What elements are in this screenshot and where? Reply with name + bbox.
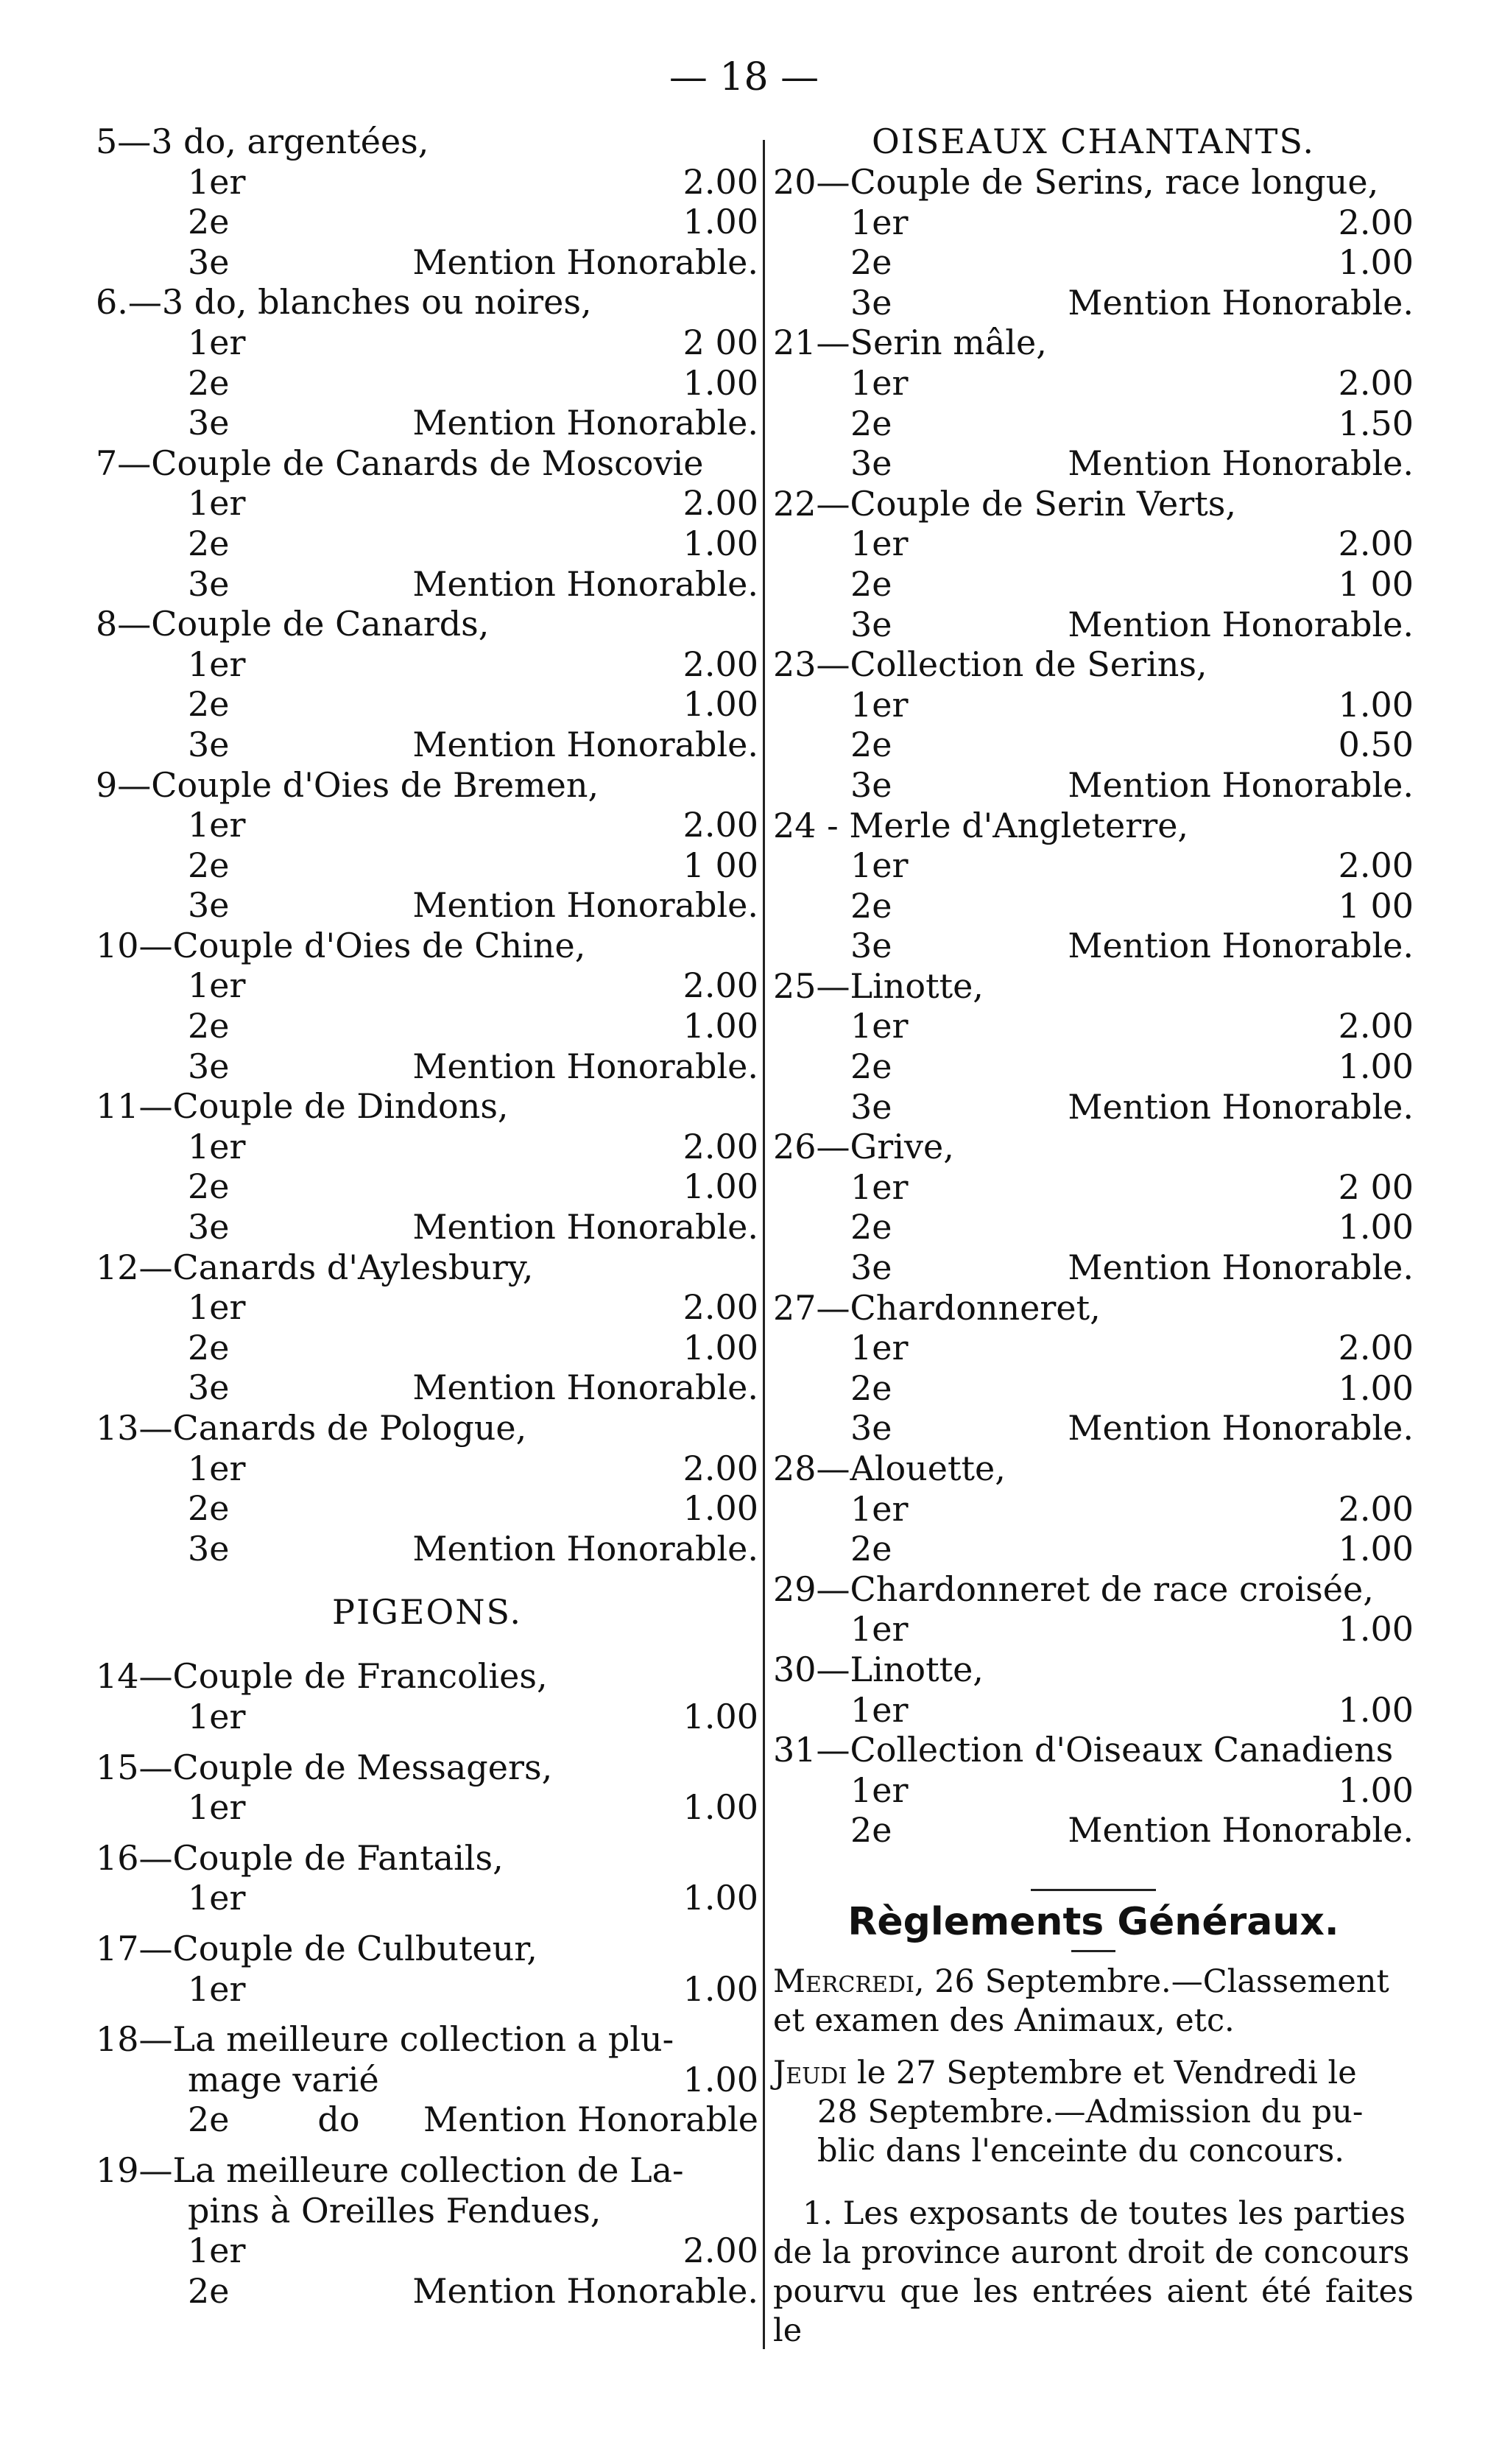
- left-entry: [96, 604, 758, 764]
- prize-value: 2.00: [1338, 362, 1414, 403]
- prize-rank: 2e: [188, 1006, 230, 1046]
- right-prize-row: [773, 1690, 1414, 1731]
- right-entry: [773, 1730, 1414, 1851]
- prize-value: 2.00: [683, 644, 758, 684]
- prize-value: 1 00: [1338, 563, 1414, 604]
- prize-rank: 1er: [850, 1166, 909, 1207]
- prize-mention: Mention Honorable.: [1068, 1408, 1414, 1449]
- oiseaux-chantants-heading: OISEAUX CHANTANTS.: [872, 122, 1315, 161]
- prize-value: 1.00: [1338, 1207, 1414, 1247]
- left-prize-row: [96, 1166, 758, 1207]
- prize-rank: 1er: [850, 1609, 909, 1650]
- right-entry-title: 24 - Merle d'Angleterre,: [773, 805, 1189, 845]
- left-entry: [96, 926, 758, 1086]
- left-prize-row: [96, 1529, 758, 1569]
- prize-value: 1.50: [1338, 403, 1414, 443]
- right-prize-row: [773, 404, 1414, 444]
- reglements-jeudi: [773, 2054, 1414, 2171]
- prize-rank: 2e: [850, 1810, 892, 1851]
- right-prize-row: [773, 1368, 1414, 1409]
- reglement-article-1: [773, 2194, 1414, 2351]
- right-entry-title: 26—Grive,: [773, 1127, 954, 1167]
- prize-rank: 2e: [188, 202, 230, 242]
- pigeon-prize-row: [96, 1878, 758, 1918]
- entry-18-line2: [96, 2060, 758, 2100]
- prize-value: 2.00: [1338, 1328, 1414, 1368]
- prize-rank: 1er: [188, 1126, 246, 1166]
- pigeon-entry: [96, 1838, 758, 1918]
- prize-rank: 2e: [188, 1488, 230, 1529]
- prize-value: 1.00: [1338, 684, 1414, 725]
- reglements-heading: Règlements Généraux.: [847, 1899, 1339, 1944]
- prize-rank: 3e: [188, 1367, 230, 1408]
- entry-18-line3: [96, 2099, 758, 2140]
- right-entry-title: 25—Linotte,: [773, 965, 984, 1006]
- prize-rank: 2e: [188, 845, 230, 885]
- prize-rank: 1er: [850, 1006, 909, 1046]
- prize-rank: 3e: [850, 282, 892, 323]
- prize-mention: Mention Honorable.: [412, 885, 758, 926]
- prize-value: 1.00: [683, 1696, 758, 1736]
- prize-rank: 2e: [850, 242, 892, 283]
- prize-value: 1.00: [1338, 1609, 1414, 1650]
- left-prize-row: [96, 1046, 758, 1087]
- left-prize-row: [96, 564, 758, 605]
- prize-rank: 1er: [188, 805, 246, 845]
- right-prize-row: [773, 725, 1414, 765]
- left-prize-row: [96, 885, 758, 926]
- pigeon-entries-list: [96, 1656, 758, 2009]
- prize-rank: 3e: [188, 724, 230, 764]
- prize-rank: 3e: [850, 926, 892, 966]
- prize-rank: 3e: [850, 1247, 892, 1288]
- prize-rank: 1er: [850, 362, 909, 403]
- prize-rank: 1er: [850, 524, 909, 564]
- right-entry-title: 20—Couple de Serins, race longue,: [773, 162, 1379, 202]
- pigeon-entry-title: 14—Couple de Francolies,: [96, 1656, 548, 1697]
- heading-underline: [1071, 1950, 1115, 1952]
- left-entry: [96, 1247, 758, 1408]
- right-entry: [773, 644, 1414, 805]
- prize-value: 1.00: [683, 1166, 758, 1207]
- mercredi-cont: et examen des Animaux, etc.: [773, 2002, 1235, 2039]
- right-prize-row: [773, 203, 1414, 243]
- jeudi-cont-1: 28 Septembre.—Admission du pu-: [817, 2093, 1364, 2130]
- article-1-line-2: de la province auront droit de concours: [773, 2234, 1410, 2271]
- prize-value: 2 00: [683, 322, 758, 362]
- prize-mention: Mention Honorable.: [412, 242, 758, 282]
- prize-mention: Mention Honorable.: [412, 1367, 758, 1408]
- right-prize-row: [773, 685, 1414, 725]
- prize-rank: 3e: [850, 1408, 892, 1449]
- prize-mention: Mention Honorable.: [1068, 604, 1414, 644]
- prize-value: 1.00: [1338, 1046, 1414, 1087]
- left-prize-row: [96, 1328, 758, 1368]
- prize-value: 1 00: [1338, 885, 1414, 926]
- prize-mention: Mention Honorable.: [412, 1046, 758, 1086]
- pigeon-entry-title: 15—Couple de Messagers,: [96, 1747, 553, 1787]
- prize-rank: 1er: [188, 1787, 246, 1828]
- prize-value: 2.00: [1338, 1006, 1414, 1046]
- entry-19-prize-2-value: Mention Honorable.: [412, 2270, 758, 2311]
- prize-value: 1.00: [683, 1968, 758, 2009]
- right-prize-row: [773, 283, 1414, 323]
- left-entry: [96, 122, 758, 282]
- left-prize-row: [96, 1367, 758, 1408]
- prize-value: 2.00: [683, 1287, 758, 1328]
- left-prize-row: [96, 805, 758, 845]
- prize-rank: 1er: [850, 845, 909, 886]
- prize-value: 1.00: [1338, 242, 1414, 283]
- prize-rank: 1er: [850, 1328, 909, 1368]
- jeudi-label: Jeudi: [773, 2054, 847, 2091]
- prize-rank: 1er: [188, 322, 246, 362]
- right-prize-row: [773, 1087, 1414, 1127]
- prize-value: 1.00: [683, 523, 758, 563]
- prize-rank: 1er: [850, 202, 909, 242]
- section-rule: [1031, 1889, 1156, 1891]
- right-entry: [773, 484, 1414, 644]
- left-entry: [96, 765, 758, 926]
- prize-value: 2 00: [1338, 1166, 1414, 1207]
- prize-value: 2.00: [1338, 202, 1414, 242]
- right-prize-row: [773, 443, 1414, 484]
- prize-mention: Mention Honorable.: [1068, 764, 1414, 805]
- right-prize-row: [773, 926, 1414, 966]
- pigeon-entry: [96, 1747, 758, 1828]
- right-prize-row: [773, 1770, 1414, 1811]
- prize-value: 2.00: [683, 1126, 758, 1166]
- entry-19-prize-1: [96, 2231, 758, 2271]
- prize-rank: 3e: [188, 1528, 230, 1569]
- prize-rank: 2e: [850, 1046, 892, 1087]
- left-entry-title: 6.—3 do, blanches ou noires,: [96, 282, 592, 323]
- entry-19-prize-2: [96, 2271, 758, 2312]
- prize-rank: 2e: [850, 1367, 892, 1408]
- prize-rank: 1er: [850, 1689, 909, 1730]
- left-prize-row: [96, 684, 758, 725]
- prize-value: 1.00: [683, 202, 758, 242]
- prize-mention: Mention Honorable.: [1068, 443, 1414, 484]
- left-entry-title: 7—Couple de Canards de Moscovie: [96, 443, 704, 483]
- left-prize-row: [96, 202, 758, 242]
- left-prize-row: [96, 1207, 758, 1247]
- prize-rank: 1er: [188, 483, 246, 524]
- prize-value: 2.00: [1338, 524, 1414, 564]
- prize-value: 2.00: [1338, 1488, 1414, 1529]
- right-entry-title: 23—Collection de Serins,: [773, 644, 1207, 685]
- prize-rank: 1er: [188, 1878, 246, 1918]
- right-entry-title: 27—Chardonneret,: [773, 1287, 1101, 1328]
- prize-rank: 3e: [188, 563, 230, 604]
- left-prize-row: [96, 965, 758, 1006]
- prize-value: 2.00: [683, 805, 758, 845]
- prize-value: 1.00: [1338, 1529, 1414, 1569]
- right-entry-title: 21—Serin mâle,: [773, 323, 1047, 363]
- prize-rank: 2e: [850, 403, 892, 443]
- right-entry-title: 28—Alouette,: [773, 1449, 1006, 1488]
- entry-19-prize-1-rank: 1er: [188, 2231, 246, 2271]
- entry-18: [96, 2019, 758, 2140]
- right-entry: [773, 1449, 1414, 1569]
- entry-19-prize-2-rank: 2e: [188, 2270, 230, 2311]
- prize-rank: 2e: [188, 362, 230, 403]
- left-entry-title: 10—Couple d'Oies de Chine,: [96, 925, 586, 965]
- reglements-mercredi: [773, 1963, 1414, 2041]
- left-entry-title: 12—Canards d'Aylesbury,: [96, 1247, 534, 1287]
- prize-rank: 2e: [188, 684, 230, 725]
- prize-rank: 1er: [850, 1488, 909, 1529]
- prize-value: 1.00: [1338, 1770, 1414, 1810]
- right-entry: [773, 323, 1414, 483]
- prize-value: 1.00: [683, 1006, 758, 1046]
- left-prize-row: [96, 483, 758, 524]
- prize-rank: 2e: [188, 1166, 230, 1207]
- right-prize-row: [773, 524, 1414, 564]
- prize-value: 2.00: [683, 1448, 758, 1488]
- prize-value: 2.00: [1338, 845, 1414, 886]
- prize-mention: Mention Honorable.: [1068, 1086, 1414, 1127]
- left-prize-row: [96, 1287, 758, 1328]
- left-entry-title: 13—Canards de Pologue,: [96, 1408, 527, 1448]
- right-prize-row: [773, 1609, 1414, 1650]
- right-prize-row: [773, 765, 1414, 806]
- prize-rank: 3e: [188, 1046, 230, 1086]
- right-prize-row: [773, 886, 1414, 926]
- pigeon-prize-row: [96, 1787, 758, 1828]
- prize-value: 0.50: [1338, 725, 1414, 765]
- prize-rank: 1er: [188, 1448, 246, 1488]
- right-prize-row: [773, 1810, 1414, 1851]
- entry-18-line2-text: mage varié: [188, 2059, 379, 2099]
- prize-rank: 3e: [188, 242, 230, 282]
- prize-mention: Mention Honorable.: [1068, 1247, 1414, 1288]
- right-entry: [773, 162, 1414, 323]
- left-prize-row: [96, 323, 758, 363]
- prize-mention: Mention Honorable.: [412, 724, 758, 764]
- right-prize-row: [773, 564, 1414, 605]
- left-column: [96, 122, 758, 2321]
- left-entry-title: 9—Couple d'Oies de Bremen,: [96, 764, 599, 805]
- left-prize-row: [96, 644, 758, 685]
- prize-rank: 2e: [850, 1207, 892, 1247]
- prize-rank: 3e: [188, 885, 230, 926]
- prize-mention: Mention Honorable.: [1068, 282, 1414, 323]
- right-prize-row: [773, 242, 1414, 283]
- right-entries-list: [773, 162, 1414, 1851]
- right-prize-row: [773, 363, 1414, 404]
- prize-rank: 2e: [188, 1327, 230, 1367]
- prize-rank: 3e: [850, 443, 892, 484]
- right-prize-row: [773, 1328, 1414, 1368]
- right-prize-row: [773, 1489, 1414, 1530]
- prize-value: Mention Honorable.: [1068, 1810, 1414, 1851]
- pigeon-entry: [96, 1656, 758, 1736]
- entry-19-prize-1-value: 2.00: [683, 2231, 758, 2271]
- prize-mention: Mention Honorable.: [412, 1207, 758, 1247]
- pigeon-prize-row: [96, 1969, 758, 2010]
- right-entry-title: 31—Collection d'Oiseaux Canadiens: [773, 1730, 1394, 1770]
- left-entry: [96, 443, 758, 604]
- right-prize-row: [773, 1006, 1414, 1046]
- pigeons-heading: PIGEONS.: [332, 1592, 522, 1633]
- entry-19: [96, 2150, 758, 2311]
- left-prize-row: [96, 363, 758, 404]
- prize-mention: Mention Honorable.: [412, 1528, 758, 1569]
- prize-rank: 1er: [188, 1696, 246, 1736]
- prize-value: 1.00: [683, 1787, 758, 1828]
- prize-rank: 2e: [850, 563, 892, 604]
- prize-value: 2.00: [683, 483, 758, 524]
- article-1-line-3: pourvu que les entrées aient été faites le: [773, 2273, 1414, 2349]
- left-prize-row: [96, 403, 758, 443]
- right-entry-title: 29—Chardonneret de race croisée,: [773, 1569, 1374, 1609]
- prize-rank: 3e: [188, 403, 230, 443]
- prize-value: 1.00: [683, 1327, 758, 1367]
- prize-rank: 1er: [188, 965, 246, 1006]
- entry-18-title: 18—La meilleure collection a plu-: [96, 2019, 674, 2060]
- left-prize-row: [96, 162, 758, 203]
- right-entry: [773, 1650, 1414, 1730]
- right-entry-title: 22—Couple de Serin Verts,: [773, 483, 1236, 524]
- right-entry: [773, 806, 1414, 966]
- prize-rank: 1er: [850, 684, 909, 725]
- prize-value: 1.00: [683, 1878, 758, 1918]
- prize-value: 1 00: [683, 845, 758, 885]
- left-entry-title: 5—3 do, argentées,: [96, 122, 429, 161]
- right-column: [773, 122, 1414, 2351]
- right-prize-row: [773, 1046, 1414, 1087]
- pigeon-entry-title: 16—Couple de Fantails,: [96, 1837, 504, 1878]
- prize-rank: 1er: [188, 161, 246, 202]
- right-prize-row: [773, 605, 1414, 645]
- prize-value: 1.00: [683, 362, 758, 403]
- prize-value: 1.00: [683, 1488, 758, 1529]
- prize-rank: 3e: [850, 764, 892, 805]
- prize-value: 2.00: [683, 965, 758, 1006]
- left-entry: [96, 1086, 758, 1247]
- left-entry-title: 8—Couple de Canards,: [96, 604, 490, 644]
- right-entry: [773, 1569, 1414, 1650]
- prize-value: 1.00: [1338, 1367, 1414, 1408]
- left-entries-list: [96, 122, 758, 1569]
- left-prize-row: [96, 1006, 758, 1046]
- entry-19-title: 19—La meilleure collection de La-: [96, 2150, 684, 2190]
- left-prize-row: [96, 242, 758, 283]
- prize-rank: 1er: [188, 1968, 246, 2009]
- prize-mention: Mention Honorable.: [1068, 926, 1414, 966]
- right-entry: [773, 966, 1414, 1127]
- left-prize-row: [96, 1127, 758, 1167]
- pigeon-entry-title: 17—Couple de Culbuteur,: [96, 1928, 537, 1968]
- prize-mention: Mention Honorable.: [412, 403, 758, 443]
- prize-rank: 2e: [850, 1529, 892, 1569]
- page-number: — 18 —: [669, 55, 819, 99]
- left-entry: [96, 282, 758, 443]
- left-prize-row: [96, 725, 758, 765]
- right-entry: [773, 1288, 1414, 1449]
- prize-rank: 2e: [850, 725, 892, 765]
- right-prize-row: [773, 845, 1414, 886]
- entry-19-line2: pins à Oreilles Fendues,: [188, 2190, 602, 2231]
- left-prize-row: [96, 1449, 758, 1489]
- right-prize-row: [773, 1529, 1414, 1569]
- prize-rank: 3e: [188, 1207, 230, 1247]
- left-prize-row: [96, 845, 758, 886]
- prize-rank: 1er: [188, 1287, 246, 1328]
- left-prize-row: [96, 1488, 758, 1529]
- jeudi-cont-2: blic dans l'enceinte du concours.: [817, 2132, 1344, 2169]
- prize-value: 1.00: [1338, 1689, 1414, 1730]
- mercredi-text: 26 Septembre.—Classement: [934, 1963, 1389, 2000]
- prize-value: 1.00: [683, 684, 758, 725]
- right-prize-row: [773, 1408, 1414, 1449]
- left-entry: [96, 1408, 758, 1569]
- prize-rank: 1er: [850, 1770, 909, 1810]
- right-entry-title: 30—Linotte,: [773, 1649, 984, 1689]
- prize-rank: 2e: [850, 885, 892, 926]
- prize-mention: Mention Honorable.: [412, 563, 758, 604]
- left-prize-row: [96, 524, 758, 564]
- prize-rank: 3e: [850, 1086, 892, 1127]
- prize-rank: 2e: [188, 523, 230, 563]
- prize-rank: 1er: [188, 644, 246, 684]
- right-prize-row: [773, 1247, 1414, 1288]
- right-prize-row: [773, 1167, 1414, 1208]
- left-entry-title: 11—Couple de Dindons,: [96, 1086, 509, 1127]
- entry-18-line3-middle: do: [317, 2099, 360, 2140]
- right-entry: [773, 1127, 1414, 1287]
- article-1-line-1: 1. Les exposants de toutes les parties: [803, 2194, 1406, 2232]
- prize-rank: 3e: [850, 604, 892, 644]
- jeudi-text: le 27 Septembre et Vendredi le: [857, 2054, 1357, 2091]
- entry-18-line3-rank: 2e: [188, 2099, 230, 2140]
- mercredi-label: Mercredi,: [773, 1963, 925, 2000]
- prize-value: 2.00: [683, 161, 758, 202]
- column-divider: [763, 140, 765, 2349]
- pigeon-entry: [96, 1929, 758, 2009]
- right-prize-row: [773, 1207, 1414, 1247]
- pigeon-prize-row: [96, 1697, 758, 1737]
- entry-18-line3-right: Mention Honorable: [423, 2099, 758, 2140]
- entry-18-line2-value: 1.00: [683, 2059, 758, 2099]
